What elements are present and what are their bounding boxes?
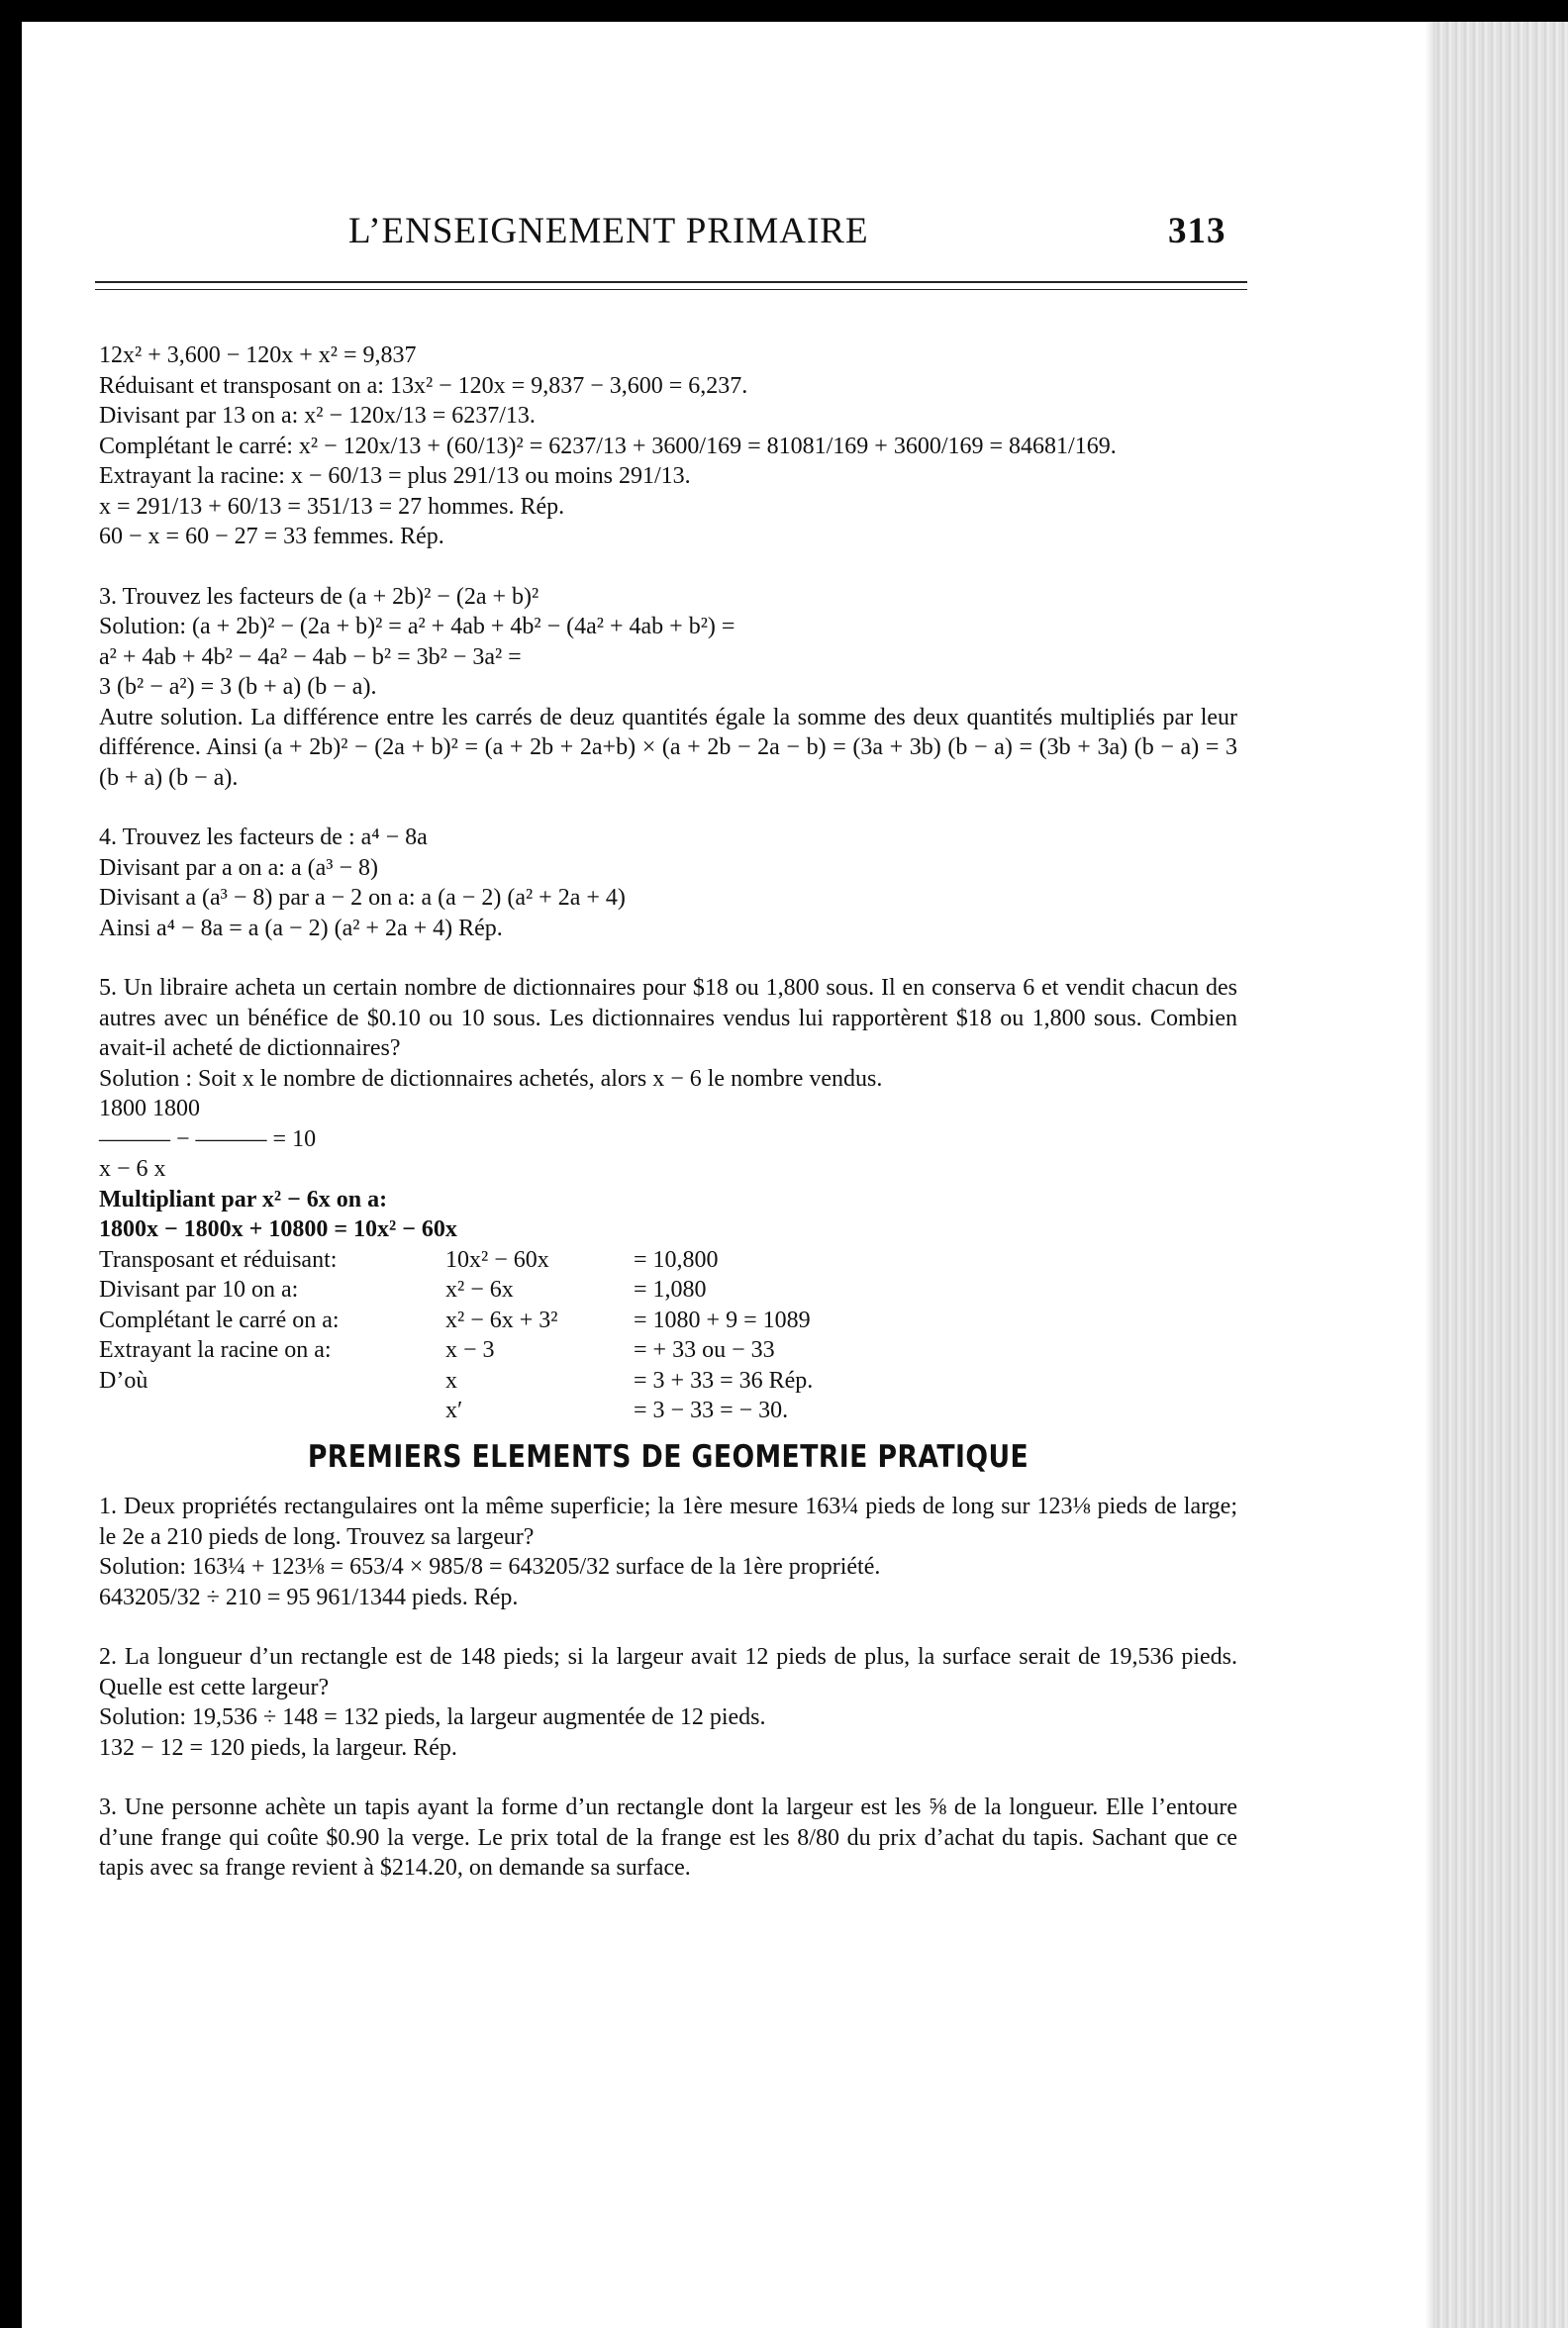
text-line: a² + 4ab + 4b² − 4a² − 4ab − b² = 3b² − 3a² = — [99, 643, 522, 670]
text-line: 1800x − 1800x + 10800 = 10x² − 60x — [99, 1216, 457, 1242]
text-line: x − 6 x — [99, 1156, 166, 1182]
text-line: 3 (b² − a²) = 3 (b + a) (b − a). — [99, 674, 377, 700]
step-row: Divisant par 10 on a: x² − 6x = 1,080 — [99, 1277, 707, 1303]
text-line: Solution: 19,536 ÷ 148 = 132 pieds, la largeur augmentée de 12 pieds. — [99, 1704, 766, 1730]
text-line: 643205/32 ÷ 210 = 95 961/1344 pieds. Rép. — [99, 1584, 519, 1610]
step-row: D’où x = 3 + 33 = 36 Rép. — [99, 1367, 814, 1394]
text-line: Multipliant par x² − 6x on a: — [99, 1186, 388, 1212]
step-row: Transposant et réduisant: 10x² − 60x = 10,800 — [99, 1246, 719, 1273]
running-header-title: L’ENSEIGNEMENT PRIMAIRE — [348, 211, 869, 251]
text-line: Extrayant la racine: x − 60/13 = plus 291/13 ou moins 291/13. — [99, 463, 691, 489]
text-line: Divisant par a on a: a (a³ − 8) — [99, 854, 378, 881]
text-line: Solution: 163¼ + 123⅛ = 653/4 × 985/8 = 643205/32 surface de la 1ère propriété. — [99, 1554, 881, 1580]
header-rule-double — [95, 289, 1247, 290]
equation-steps — [99, 1245, 1237, 1426]
text-line: Solution : Soit x le nombre de dictionnaires achetés, alors x − 6 le nombre vendus. — [99, 1065, 883, 1092]
step-row: Extrayant la racine on a: x − 3 = + 33 ou − 33 — [99, 1337, 775, 1363]
text-line: Complétant le carré: x² − 120x/13 + (60/13)² = 6237/13 + 3600/169 = 81081/169 + 3600/169 = 84681/169. — [99, 433, 1117, 459]
text-line: 60 − x = 60 − 27 = 33 femmes. Rép. — [99, 524, 444, 549]
text-line: x = 291/13 + 60/13 = 351/13 = 27 hommes. Rép. — [99, 493, 565, 520]
page-body — [99, 340, 1237, 1884]
geometry-problem-1: 1. Deux propriétés rectangulaires ont la même superficie; la 1ère mesure 163¼ pieds de long sur 123⅛ pieds de large; le 2e a 210 pieds de long. Trouvez sa largeur? — [99, 1494, 1237, 1550]
alternate-solution-paragraph: Autre solution. La différence entre les carrés de deuz quantités égale la somme des deux quantités multipliés par leur différence. Ainsi (a + 2b)² − (2a + b)² = (a + 2b + 2a+b) × (a + 2b − 2a − b) = (3a + 3b) (b − a) = (3b + 3a) (b − a) = 3 (b + a) (b − a). — [99, 704, 1237, 791]
text-line: Divisant par 13 on a: x² − 120x/13 = 6237/13. — [99, 403, 536, 429]
text-line: Divisant a (a³ − 8) par a − 2 on a: a (a − 2) (a² + 2a + 4) — [99, 885, 626, 911]
book-page — [22, 22, 1435, 2328]
geometry-problem-2: 2. La longueur d’un rectangle est de 148 pieds; si la largeur avait 12 pieds de plus, la surface serait de 19,536 pieds. Quelle est cette largeur? — [99, 1644, 1237, 1700]
geometry-problem-3: 3. Une personne achète un tapis ayant la forme d’un rectangle dont la largeur est les ⅝ de la longueur. Elle l’entoure d’une frange qui coûte $0.90 la verge. Le prix total de la frange est les 8/80 du prix d’achat du tapis. Sachant que ce tapis avec sa frange revient à $214.20, on demande sa surface. — [99, 1794, 1237, 1881]
step-row: Complétant le carré on a: x² − 6x + 3² = 1080 + 9 = 1089 — [99, 1307, 811, 1333]
page-number: 313 — [1168, 211, 1226, 251]
problem-3-statement: 3. Trouvez les facteurs de (a + 2b)² − (2a + b)² — [99, 583, 539, 610]
text-line: 12x² + 3,600 − 120x + x² = 9,837 — [99, 342, 417, 368]
text-line: Réduisant et transposant on a: 13x² − 120x = 9,837 − 3,600 = 6,237. — [99, 372, 748, 399]
text-line: Solution: (a + 2b)² − (2a + b)² = a² + 4ab + 4b² − (4a² + 4ab + b²) = — [99, 614, 735, 639]
text-line: ——— − ——— = 10 — [99, 1125, 317, 1152]
step-row: x′ = 3 − 33 = − 30. — [445, 1398, 789, 1423]
section-title: PREMIERS ELEMENTS DE GEOMETRIE PRATIQUE — [307, 1438, 1029, 1475]
problem-4-statement: 4. Trouvez les facteurs de : a⁴ − 8a — [99, 824, 428, 850]
text-line: 1800 1800 — [99, 1096, 200, 1121]
problem-5-statement: 5. Un libraire acheta un certain nombre de dictionnaires pour $18 ou 1,800 sous. Il en conserva 6 et vendit chacun des autres avec un bénéfice de $0.10 ou 10 sous. Les dictionnaires vendus lui rapportèrent $18 ou 1,800 sous. Combien avait-il acheté de dictionnaires? — [99, 975, 1237, 1061]
book-page-edges — [1435, 22, 1568, 2328]
header-rule — [95, 281, 1247, 283]
text-line: Ainsi a⁴ − 8a = a (a − 2) (a² + 2a + 4) Rép. — [99, 915, 503, 941]
text-line: 132 − 12 = 120 pieds, la largeur. Rép. — [99, 1734, 457, 1761]
